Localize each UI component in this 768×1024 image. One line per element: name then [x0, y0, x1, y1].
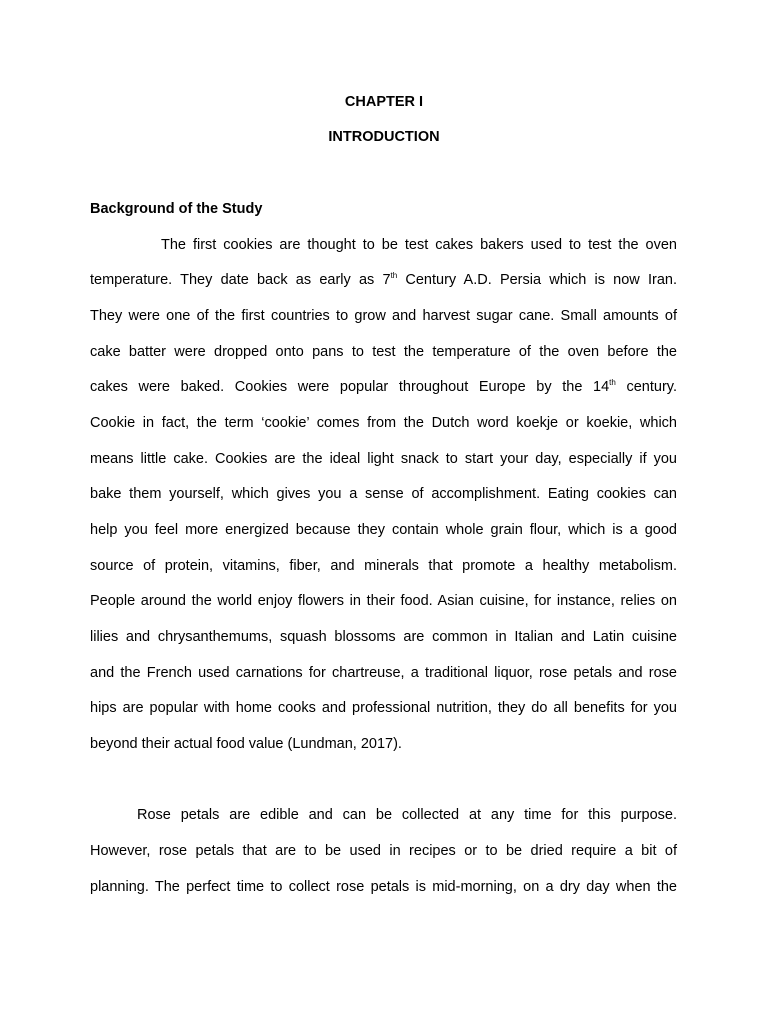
- paragraph-line: hips are popular with home cooks and professional nutrition, they do all benefits for you: [90, 700, 677, 716]
- text-span: cakes were baked. Cookies were popular throughout Europe by the 14: [90, 379, 610, 395]
- paragraph-line: means little cake. Cookies are the ideal light snack to start your day, especially if you: [90, 451, 677, 467]
- paragraph-line: They were one of the first countries to grow and harvest sugar cane. Small amounts of: [90, 308, 677, 324]
- paragraph-line: lilies and chrysanthemums, squash blossoms are common in Italian and Latin cuisine: [90, 629, 677, 645]
- paragraph-line: planning. The perfect time to collect rose petals is mid-morning, on a dry day when the: [90, 879, 677, 895]
- text-span: Century A.D. Persia which is now Iran.: [397, 272, 677, 288]
- paragraph-line: help you feel more energized because they contain whole grain flour, which is a good: [90, 522, 677, 538]
- paragraph-line: Rose petals are edible and can be collected at any time for this purpose.: [137, 807, 677, 823]
- chapter-title: CHAPTER I: [344, 94, 424, 110]
- paragraph-line: [90, 377, 677, 397]
- paragraph-line: The first cookies are thought to be test cakes bakers used to test the oven: [161, 237, 677, 253]
- paragraph-line: source of protein, vitamins, fiber, and minerals that promote a healthy metabolism.: [90, 558, 677, 574]
- text-span: century.: [615, 379, 677, 395]
- paragraph-line: beyond their actual food value (Lundman, 2017).: [90, 736, 402, 752]
- paragraph-line: bake them yourself, which gives you a sense of accomplishment. Eating cookies can: [90, 486, 677, 502]
- paragraph-line: and the French used carnations for chartreuse, a traditional liquor, rose petals and rose: [90, 665, 677, 681]
- document-title: INTRODUCTION: [328, 129, 440, 145]
- paragraph-line: However, rose petals that are to be used in recipes or to be dried require a bit of: [90, 843, 677, 859]
- paragraph-line: cake batter were dropped onto pans to test the temperature of the oven before the: [90, 344, 677, 360]
- superscript: th: [609, 378, 616, 388]
- section-heading: Background of the Study: [90, 201, 263, 217]
- paragraph-line: People around the world enjoy flowers in their food. Asian cuisine, for instance, relies on: [90, 593, 677, 609]
- text-span: temperature. They date back as early as 7: [90, 272, 391, 288]
- superscript: th: [390, 271, 398, 281]
- paragraph-line: Cookie in fact, the term ‘cookie’ comes from the Dutch word koekje or koekie, which: [90, 415, 677, 431]
- paragraph-line: [90, 270, 677, 290]
